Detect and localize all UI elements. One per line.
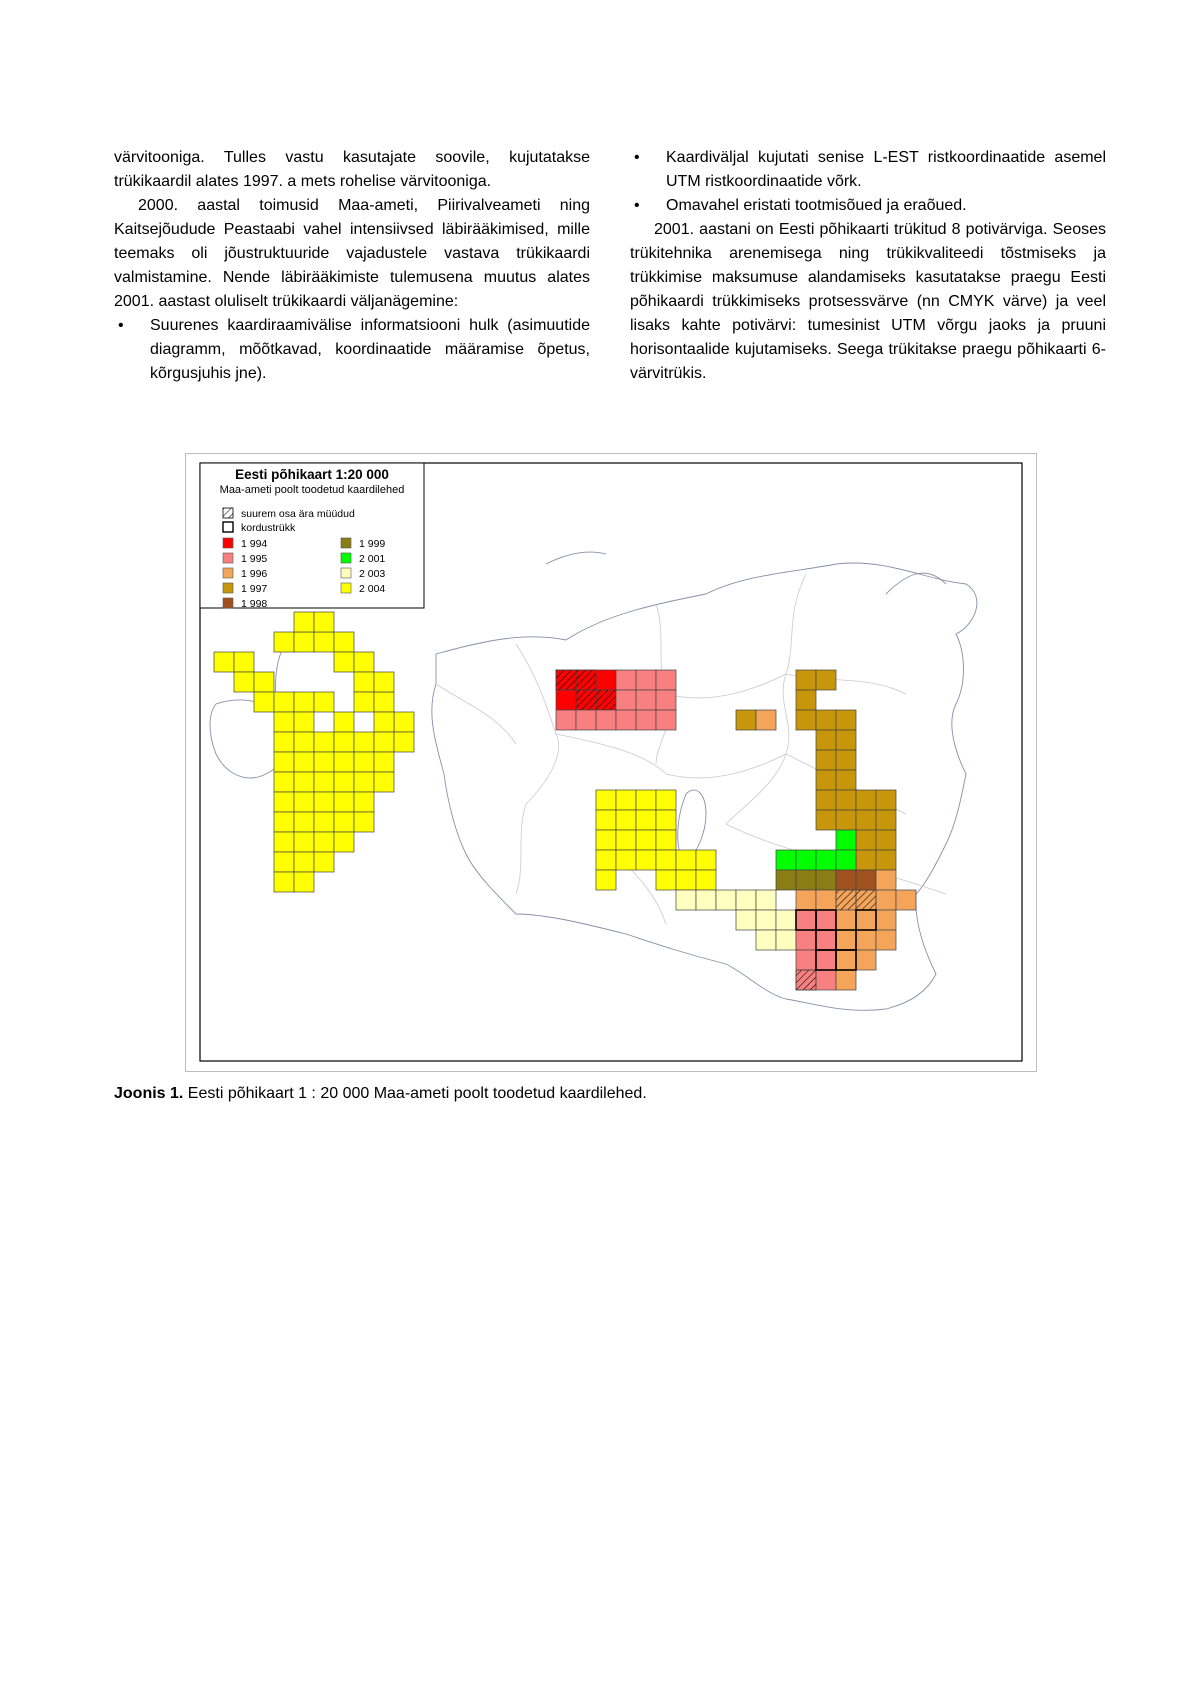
caption-label: Joonis 1. — [114, 1085, 184, 1102]
bullet-list — [114, 314, 590, 386]
paragraph: 2000. aastal toimusid Maa-ameti, Piirivalveameti ning Kaitsejõudude Peastaabi vahel intensiivsed läbirääkimised, mille teemaks oli jõustruktuuride vajadustele vastava trükikaardi valmistamine. Nende läbirääkimiste tulemusena muutus alates 2001. aastast oluliselt trükikaardi väljanägemine: — [114, 197, 590, 310]
legend-year-entry — [341, 583, 385, 595]
legend-label: 1 994 — [241, 538, 268, 550]
list-item-text: Omavahel eristati tootmisõued ja eraõued. — [666, 197, 967, 214]
legend-swatch — [341, 553, 351, 563]
paragraph: 2001. aastani on Eesti põhikaarti trükitud 8 potivärviga. Seoses trükitehnika arenemisega ning trükikvaliteedi tõstmiseks ja trükkimise maksumuse alandamiseks kasutatakse praegu Eesti põhikaardi trükkimiseks protsessvärve (nn CMYK värve) ja veel lisaks kahte potivärvi: tumesinist UTM võrgu jaoks ja pruuni horisontaalide kujutamiseks. Seega trükitakse praegu põhikaarti 6-värvitrükis. — [630, 221, 1106, 382]
figure-caption — [114, 1084, 647, 1104]
caption-text: Eesti põhikaart 1 : 20 000 Maa-ameti poolt toodetud kaardilehed. — [183, 1085, 647, 1102]
legend-label: 2 004 — [359, 583, 386, 595]
legend-label: kordustrükk — [241, 522, 296, 534]
legend-swatch — [223, 553, 233, 563]
legend-pattern-hatch — [223, 508, 355, 520]
bullet-icon: • — [118, 317, 124, 334]
legend-year-entry — [223, 583, 267, 595]
legend-label: 1 998 — [241, 598, 268, 610]
left-text-column — [114, 146, 590, 386]
legend-subtitle: Maa-ameti poolt toodetud kaardilehed — [219, 484, 405, 496]
legend-swatch — [341, 538, 351, 548]
legend-label: 1 999 — [359, 538, 386, 550]
legend-year-entry — [341, 568, 385, 580]
legend-year-entry — [223, 598, 267, 610]
legend-year-entry — [223, 553, 267, 565]
list-item-text: Kaardiväljal kujutati senise L-EST ristkoordinaatide asemel UTM ristkoordinaatide võrk. — [666, 149, 1106, 190]
legend-label: 1 997 — [241, 583, 268, 595]
legend-year-entry — [341, 538, 385, 550]
right-text-column — [630, 146, 1106, 386]
legend-swatch — [223, 583, 233, 593]
legend-label: 2 001 — [359, 553, 386, 565]
outline-swatch — [223, 522, 233, 532]
legend-year-entry — [223, 568, 267, 580]
hatch-swatch — [223, 508, 233, 518]
legend-year-entry — [341, 553, 385, 565]
map-figure — [185, 453, 1037, 1072]
legend-label: 1 995 — [241, 553, 268, 565]
map-legend — [200, 463, 424, 610]
paragraph: värvitooniga. Tulles vastu kasutajate soovile, kujutatakse trükikaardil alates 1997. a mets rohelise värvitooniga. — [114, 149, 590, 190]
bullet-icon: • — [634, 197, 640, 214]
legend-label: 2 003 — [359, 568, 386, 580]
legend-swatch — [223, 568, 233, 578]
legend-year-entry — [223, 538, 267, 550]
legend-label: suurem osa ära müüdud — [241, 508, 355, 520]
sheet-group-center-pair — [736, 710, 776, 730]
bullet-list — [630, 146, 1106, 218]
legend-swatch — [341, 568, 351, 578]
legend-swatch — [223, 598, 233, 608]
legend-title: Eesti põhikaart 1:20 000 — [235, 467, 389, 482]
sheet-group-1994-1995 — [556, 670, 676, 730]
list-item-text: Suurenes kaardiraamivälise informatsiooni hulk (asimuutide diagramm, mõõtkavad, koordinaatide määramise õpetus, kõrgusjuhis jne). — [150, 317, 590, 382]
list-item — [630, 146, 1106, 194]
legend-swatch — [341, 583, 351, 593]
estonia-sheet-map — [186, 454, 1038, 1073]
list-item — [114, 314, 590, 386]
bullet-icon: • — [634, 149, 640, 166]
legend-label: 1 996 — [241, 568, 268, 580]
list-item — [630, 194, 1106, 218]
legend-swatch — [223, 538, 233, 548]
